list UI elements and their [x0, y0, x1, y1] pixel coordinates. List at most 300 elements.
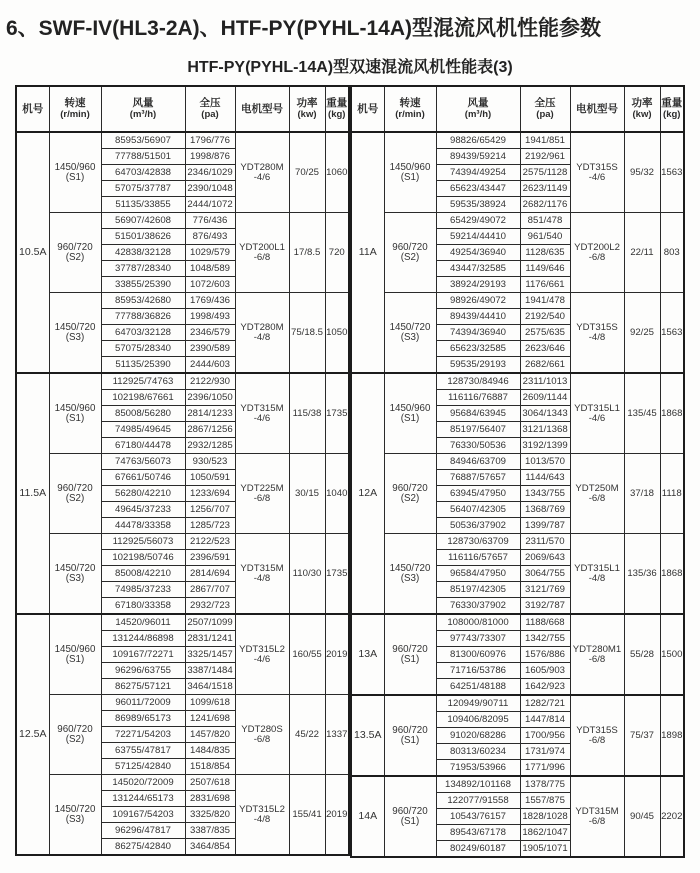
pressure-cell: 1771/996	[520, 760, 570, 777]
pressure-cell: 1828/1028	[520, 809, 570, 825]
weight-cell: 720	[325, 213, 349, 293]
column-header: 电机型号	[235, 86, 289, 132]
motor-model-cell: YDT315L2 -4/6	[235, 614, 289, 695]
motor-model-cell: YDT200L2 -6/8	[570, 213, 624, 293]
pressure-cell: 2932/723	[185, 598, 235, 615]
pressure-cell: 2507/1099	[185, 614, 235, 631]
motor-model-cell: YDT315L1 -4/8	[570, 534, 624, 615]
speed-cell: 960/720 (S2)	[49, 213, 101, 293]
motor-model-cell: YDT250M -6/8	[570, 454, 624, 534]
pressure-cell: 1072/603	[185, 277, 235, 293]
pressure-cell: 1099/618	[185, 695, 235, 711]
airflow-cell: 65623/32585	[436, 341, 520, 357]
airflow-cell: 86989/65173	[101, 711, 185, 727]
motor-model-cell: YDT315S -4/8	[570, 293, 624, 374]
power-cell: 92/25	[624, 293, 660, 374]
pressure-cell: 776/436	[185, 213, 235, 229]
speed-cell: 960/720 (S1)	[384, 614, 436, 695]
airflow-cell: 37787/28340	[101, 261, 185, 277]
motor-model-cell: YDT315M -4/8	[235, 534, 289, 615]
airflow-cell: 131244/86898	[101, 631, 185, 647]
pressure-cell: 2831/698	[185, 791, 235, 807]
header-row	[351, 86, 684, 132]
pressure-cell: 3325/1457	[185, 647, 235, 663]
column-header: 电机型号	[570, 86, 624, 132]
column-header: 全压 (pa)	[185, 86, 235, 132]
airflow-cell: 57075/37787	[101, 181, 185, 197]
column-header: 风量 (m³/h)	[436, 86, 520, 132]
airflow-cell: 91020/68286	[436, 728, 520, 744]
airflow-cell: 116116/57657	[436, 550, 520, 566]
speed-cell: 960/720 (S2)	[384, 213, 436, 293]
motor-model-cell: YDT315M -4/6	[235, 373, 289, 454]
airflow-cell: 96296/63755	[101, 663, 185, 679]
pressure-cell: 1050/591	[185, 470, 235, 486]
pressure-cell: 2346/1029	[185, 165, 235, 181]
airflow-cell: 14520/96011	[101, 614, 185, 631]
airflow-cell: 67180/33358	[101, 598, 185, 615]
table-row	[351, 454, 684, 470]
pressure-cell: 3192/787	[520, 598, 570, 615]
airflow-cell: 56280/42210	[101, 486, 185, 502]
table-row	[16, 132, 349, 149]
airflow-cell: 109167/72271	[101, 647, 185, 663]
pressure-cell: 2623/646	[520, 341, 570, 357]
table-row	[351, 776, 684, 793]
airflow-cell: 10543/76157	[436, 809, 520, 825]
table-row	[16, 293, 349, 309]
pressure-cell: 2122/930	[185, 373, 235, 390]
pressure-cell: 1144/643	[520, 470, 570, 486]
airflow-cell: 85008/56280	[101, 406, 185, 422]
airflow-cell: 76330/37902	[436, 598, 520, 615]
pressure-cell: 1233/694	[185, 486, 235, 502]
performance-table-right	[350, 85, 685, 858]
pressure-cell: 3325/820	[185, 807, 235, 823]
pressure-cell: 2609/1144	[520, 390, 570, 406]
weight-cell: 1898	[660, 695, 684, 776]
pressure-cell: 1149/646	[520, 261, 570, 277]
table-row	[16, 695, 349, 711]
table-row	[351, 695, 684, 712]
pressure-cell: 1013/570	[520, 454, 570, 470]
power-cell: 17/8.5	[289, 213, 325, 293]
airflow-cell: 74763/56073	[101, 454, 185, 470]
speed-cell: 1450/720 (S3)	[49, 293, 101, 374]
model-cell: 14A	[351, 776, 384, 857]
pressure-cell: 3192/1399	[520, 438, 570, 454]
airflow-cell: 109406/82095	[436, 712, 520, 728]
airflow-cell: 128730/63709	[436, 534, 520, 550]
pressure-cell: 2192/540	[520, 309, 570, 325]
performance-table-left	[15, 85, 350, 858]
airflow-cell: 98926/49072	[436, 293, 520, 309]
column-header: 转速 (r/min)	[49, 86, 101, 132]
airflow-cell: 97743/73307	[436, 631, 520, 647]
table-title: HTF-PY(PYHL-14A)型双速混流风机性能表(3)	[187, 59, 513, 76]
power-cell: 115/38	[289, 373, 325, 454]
pressure-cell: 1941/851	[520, 132, 570, 149]
pressure-cell: 3064/1343	[520, 406, 570, 422]
motor-model-cell: YDT315S -6/8	[570, 695, 624, 776]
airflow-cell: 116116/76887	[436, 390, 520, 406]
airflow-cell: 71953/53966	[436, 760, 520, 777]
weight-cell: 1735	[325, 534, 349, 615]
speed-cell: 1450/720 (S3)	[49, 534, 101, 615]
airflow-cell: 51501/38626	[101, 229, 185, 245]
power-cell: 135/36	[624, 534, 660, 615]
power-cell: 90/45	[624, 776, 660, 857]
pressure-cell: 1457/820	[185, 727, 235, 743]
airflow-cell: 102198/67661	[101, 390, 185, 406]
table-row	[351, 373, 684, 390]
power-cell: 110/30	[289, 534, 325, 615]
pressure-cell: 1796/776	[185, 132, 235, 149]
pressure-cell: 1241/698	[185, 711, 235, 727]
pressure-cell: 1518/854	[185, 759, 235, 775]
pressure-cell: 1941/478	[520, 293, 570, 309]
pressure-cell: 3121/1368	[520, 422, 570, 438]
airflow-cell: 57075/28340	[101, 341, 185, 357]
airflow-cell: 44478/33358	[101, 518, 185, 534]
pressure-cell: 1905/1071	[520, 841, 570, 858]
pressure-cell: 2069/643	[520, 550, 570, 566]
airflow-cell: 96011/72009	[101, 695, 185, 711]
pressure-cell: 1378/775	[520, 776, 570, 793]
table-row	[16, 614, 349, 631]
pressure-cell: 961/540	[520, 229, 570, 245]
airflow-cell: 96296/47817	[101, 823, 185, 839]
table-row	[351, 614, 684, 631]
airflow-cell: 42838/32128	[101, 245, 185, 261]
speed-cell: 960/720 (S2)	[49, 695, 101, 775]
pressure-cell: 1605/903	[520, 663, 570, 679]
weight-cell: 2019	[325, 775, 349, 856]
column-header: 风量 (m³/h)	[101, 86, 185, 132]
airflow-cell: 74985/49645	[101, 422, 185, 438]
airflow-cell: 89439/59214	[436, 149, 520, 165]
pressure-cell: 1176/661	[520, 277, 570, 293]
speed-cell: 1450/960 (S1)	[49, 373, 101, 454]
weight-cell: 1060	[325, 132, 349, 213]
airflow-cell: 59535/38924	[436, 197, 520, 213]
motor-model-cell: YDT280M -4/6	[235, 132, 289, 213]
airflow-cell: 43447/32585	[436, 261, 520, 277]
pressure-cell: 2814/694	[185, 566, 235, 582]
airflow-cell: 51135/33855	[101, 197, 185, 213]
airflow-cell: 122077/91558	[436, 793, 520, 809]
airflow-cell: 38924/29193	[436, 277, 520, 293]
airflow-cell: 120949/90711	[436, 695, 520, 712]
power-cell: 37/18	[624, 454, 660, 534]
airflow-cell: 56907/42608	[101, 213, 185, 229]
airflow-cell: 131244/65173	[101, 791, 185, 807]
airflow-cell: 102198/50746	[101, 550, 185, 566]
speed-cell: 960/720 (S2)	[49, 454, 101, 534]
pressure-cell: 1285/723	[185, 518, 235, 534]
airflow-cell: 63945/47950	[436, 486, 520, 502]
airflow-cell: 74985/37233	[101, 582, 185, 598]
pressure-cell: 2831/1241	[185, 631, 235, 647]
airflow-cell: 89543/67178	[436, 825, 520, 841]
motor-model-cell: YDT315S -4/6	[570, 132, 624, 213]
pressure-cell: 2575/1128	[520, 165, 570, 181]
airflow-cell: 85197/56407	[436, 422, 520, 438]
airflow-cell: 64703/32128	[101, 325, 185, 341]
pressure-cell: 1998/493	[185, 309, 235, 325]
pressure-cell: 851/478	[520, 213, 570, 229]
weight-cell: 1868	[660, 534, 684, 615]
airflow-cell: 33855/25390	[101, 277, 185, 293]
speed-cell: 1450/960 (S1)	[49, 132, 101, 213]
table-row	[351, 213, 684, 229]
airflow-cell: 74394/49254	[436, 165, 520, 181]
airflow-cell: 84946/63709	[436, 454, 520, 470]
column-header: 机号	[16, 86, 49, 132]
pressure-cell: 1128/635	[520, 245, 570, 261]
airflow-cell: 49254/36940	[436, 245, 520, 261]
pressure-cell: 3064/755	[520, 566, 570, 582]
airflow-cell: 86275/42840	[101, 839, 185, 856]
motor-model-cell: YDT280M -4/8	[235, 293, 289, 374]
airflow-cell: 76887/57657	[436, 470, 520, 486]
column-header: 重量 (kg)	[325, 86, 349, 132]
weight-cell: 803	[660, 213, 684, 293]
model-cell: 13A	[351, 614, 384, 695]
airflow-cell: 96584/47950	[436, 566, 520, 582]
airflow-cell: 77788/51501	[101, 149, 185, 165]
pressure-cell: 2867/1256	[185, 422, 235, 438]
airflow-cell: 65429/49072	[436, 213, 520, 229]
power-cell: 22/11	[624, 213, 660, 293]
table-row	[16, 534, 349, 550]
table-row	[351, 132, 684, 149]
column-header: 功率 (kw)	[289, 86, 325, 132]
pressure-cell: 2122/523	[185, 534, 235, 550]
airflow-cell: 128730/84946	[436, 373, 520, 390]
pressure-cell: 1343/755	[520, 486, 570, 502]
pressure-cell: 2390/1048	[185, 181, 235, 197]
airflow-cell: 95684/63945	[436, 406, 520, 422]
pressure-cell: 3464/854	[185, 839, 235, 856]
motor-model-cell: YDT315M -6/8	[570, 776, 624, 857]
weight-cell: 1868	[660, 373, 684, 454]
model-cell: 13.5A	[351, 695, 384, 776]
airflow-cell: 67180/44478	[101, 438, 185, 454]
airflow-cell: 77788/36826	[101, 309, 185, 325]
pressure-cell: 1769/436	[185, 293, 235, 309]
power-cell: 75/18.5	[289, 293, 325, 374]
airflow-cell: 86275/57121	[101, 679, 185, 695]
airflow-cell: 85008/42210	[101, 566, 185, 582]
model-cell: 12A	[351, 373, 384, 614]
pressure-cell: 2932/1285	[185, 438, 235, 454]
power-cell: 45/22	[289, 695, 325, 775]
pressure-cell: 1029/579	[185, 245, 235, 261]
weight-cell: 1563	[660, 132, 684, 213]
pressure-cell: 2444/1072	[185, 197, 235, 213]
airflow-cell: 59535/29193	[436, 357, 520, 374]
weight-cell: 2202	[660, 776, 684, 857]
weight-cell: 1735	[325, 373, 349, 454]
performance-table-right	[350, 85, 685, 858]
pressure-cell: 2814/1233	[185, 406, 235, 422]
speed-cell: 1450/720 (S3)	[49, 775, 101, 856]
model-cell: 10.5A	[16, 132, 49, 373]
speed-cell: 1450/960 (S1)	[384, 132, 436, 213]
airflow-cell: 134892/101168	[436, 776, 520, 793]
pressure-cell: 1731/974	[520, 744, 570, 760]
column-header: 机号	[351, 86, 384, 132]
power-cell: 155/41	[289, 775, 325, 856]
weight-cell: 1050	[325, 293, 349, 374]
column-header: 功率 (kw)	[624, 86, 660, 132]
performance-table-left	[15, 85, 350, 856]
airflow-cell: 85197/42305	[436, 582, 520, 598]
pressure-cell: 1700/956	[520, 728, 570, 744]
airflow-cell: 85953/42680	[101, 293, 185, 309]
pressure-cell: 1256/707	[185, 502, 235, 518]
airflow-cell: 51135/25390	[101, 357, 185, 374]
weight-cell: 1118	[660, 454, 684, 534]
pressure-cell: 2682/1176	[520, 197, 570, 213]
pressure-cell: 3387/835	[185, 823, 235, 839]
airflow-cell: 59214/44410	[436, 229, 520, 245]
airflow-cell: 98826/65429	[436, 132, 520, 149]
pressure-cell: 2390/589	[185, 341, 235, 357]
airflow-cell: 50536/37902	[436, 518, 520, 534]
power-cell: 75/37	[624, 695, 660, 776]
weight-cell: 1337	[325, 695, 349, 775]
table-row	[351, 293, 684, 309]
airflow-cell: 67661/50746	[101, 470, 185, 486]
pressure-cell: 2444/603	[185, 357, 235, 374]
airflow-cell: 81300/60976	[436, 647, 520, 663]
speed-cell: 960/720 (S2)	[384, 454, 436, 534]
pressure-cell: 2396/591	[185, 550, 235, 566]
pressure-cell: 1862/1047	[520, 825, 570, 841]
pressure-cell: 1282/721	[520, 695, 570, 712]
airflow-cell: 74394/36940	[436, 325, 520, 341]
power-cell: 160/55	[289, 614, 325, 695]
pressure-cell: 2575/635	[520, 325, 570, 341]
table-row	[351, 534, 684, 550]
pressure-cell: 930/523	[185, 454, 235, 470]
pressure-cell: 1642/923	[520, 679, 570, 696]
weight-cell: 1563	[660, 293, 684, 374]
pressure-cell: 1998/876	[185, 149, 235, 165]
airflow-cell: 49645/37233	[101, 502, 185, 518]
airflow-cell: 89439/44410	[436, 309, 520, 325]
table-row	[16, 454, 349, 470]
motor-model-cell: YDT315L2 -4/8	[235, 775, 289, 856]
model-cell: 11.5A	[16, 373, 49, 614]
power-cell: 135/45	[624, 373, 660, 454]
pressure-cell: 2311/1013	[520, 373, 570, 390]
pressure-cell: 1342/755	[520, 631, 570, 647]
performance-tables	[15, 85, 685, 858]
pressure-cell: 3121/769	[520, 582, 570, 598]
speed-cell: 1450/960 (S1)	[49, 614, 101, 695]
airflow-cell: 80249/60187	[436, 841, 520, 858]
power-cell: 70/25	[289, 132, 325, 213]
header-row	[16, 86, 349, 132]
pressure-cell: 1188/668	[520, 614, 570, 631]
speed-cell: 1450/960 (S1)	[384, 373, 436, 454]
table-row	[16, 373, 349, 390]
column-header: 全压 (pa)	[520, 86, 570, 132]
airflow-cell: 57125/42840	[101, 759, 185, 775]
power-cell: 30/15	[289, 454, 325, 534]
column-header: 重量 (kg)	[660, 86, 684, 132]
airflow-cell: 72271/54203	[101, 727, 185, 743]
table-row	[16, 213, 349, 229]
pressure-cell: 2623/1149	[520, 181, 570, 197]
pressure-cell: 3387/1484	[185, 663, 235, 679]
page-title: 6、SWF-IV(HL3-2A)、HTF-PY(PYHL-14A)型混流风机性能参数	[6, 17, 602, 40]
table-row	[16, 775, 349, 791]
pressure-cell: 2311/570	[520, 534, 570, 550]
airflow-cell: 85953/56907	[101, 132, 185, 149]
pressure-cell: 1368/769	[520, 502, 570, 518]
motor-model-cell: YDT280M1 -6/8	[570, 614, 624, 695]
airflow-cell: 112925/74763	[101, 373, 185, 390]
speed-cell: 960/720 (S1)	[384, 695, 436, 776]
weight-cell: 1040	[325, 454, 349, 534]
airflow-cell: 64251/48188	[436, 679, 520, 696]
airflow-cell: 64703/42838	[101, 165, 185, 181]
pressure-cell: 2867/707	[185, 582, 235, 598]
airflow-cell: 80313/60234	[436, 744, 520, 760]
airflow-cell: 145020/72009	[101, 775, 185, 791]
pressure-cell: 1576/886	[520, 647, 570, 663]
pressure-cell: 1048/589	[185, 261, 235, 277]
motor-model-cell: YDT280S -6/8	[235, 695, 289, 775]
airflow-cell: 108000/81000	[436, 614, 520, 631]
speed-cell: 960/720 (S1)	[384, 776, 436, 857]
motor-model-cell: YDT225M -6/8	[235, 454, 289, 534]
weight-cell: 2019	[325, 614, 349, 695]
power-cell: 55/28	[624, 614, 660, 695]
pressure-cell: 2192/961	[520, 149, 570, 165]
motor-model-cell: YDT200L1 -6/8	[235, 213, 289, 293]
motor-model-cell: YDT315L1 -4/6	[570, 373, 624, 454]
speed-cell: 1450/720 (S3)	[384, 534, 436, 615]
pressure-cell: 2396/1050	[185, 390, 235, 406]
airflow-cell: 112925/56073	[101, 534, 185, 550]
pressure-cell: 2346/579	[185, 325, 235, 341]
pressure-cell: 1447/814	[520, 712, 570, 728]
weight-cell: 1500	[660, 614, 684, 695]
speed-cell: 1450/720 (S3)	[384, 293, 436, 374]
column-header: 转速 (r/min)	[384, 86, 436, 132]
power-cell: 95/32	[624, 132, 660, 213]
model-cell: 12.5A	[16, 614, 49, 855]
airflow-cell: 63755/47817	[101, 743, 185, 759]
pressure-cell: 2682/661	[520, 357, 570, 374]
airflow-cell: 109167/54203	[101, 807, 185, 823]
pressure-cell: 1557/875	[520, 793, 570, 809]
pressure-cell: 3464/1518	[185, 679, 235, 695]
airflow-cell: 76330/50536	[436, 438, 520, 454]
pressure-cell: 1484/835	[185, 743, 235, 759]
airflow-cell: 71716/53786	[436, 663, 520, 679]
model-cell: 11A	[351, 132, 384, 373]
pressure-cell: 2507/618	[185, 775, 235, 791]
pressure-cell: 1399/787	[520, 518, 570, 534]
airflow-cell: 56407/42305	[436, 502, 520, 518]
pressure-cell: 876/493	[185, 229, 235, 245]
